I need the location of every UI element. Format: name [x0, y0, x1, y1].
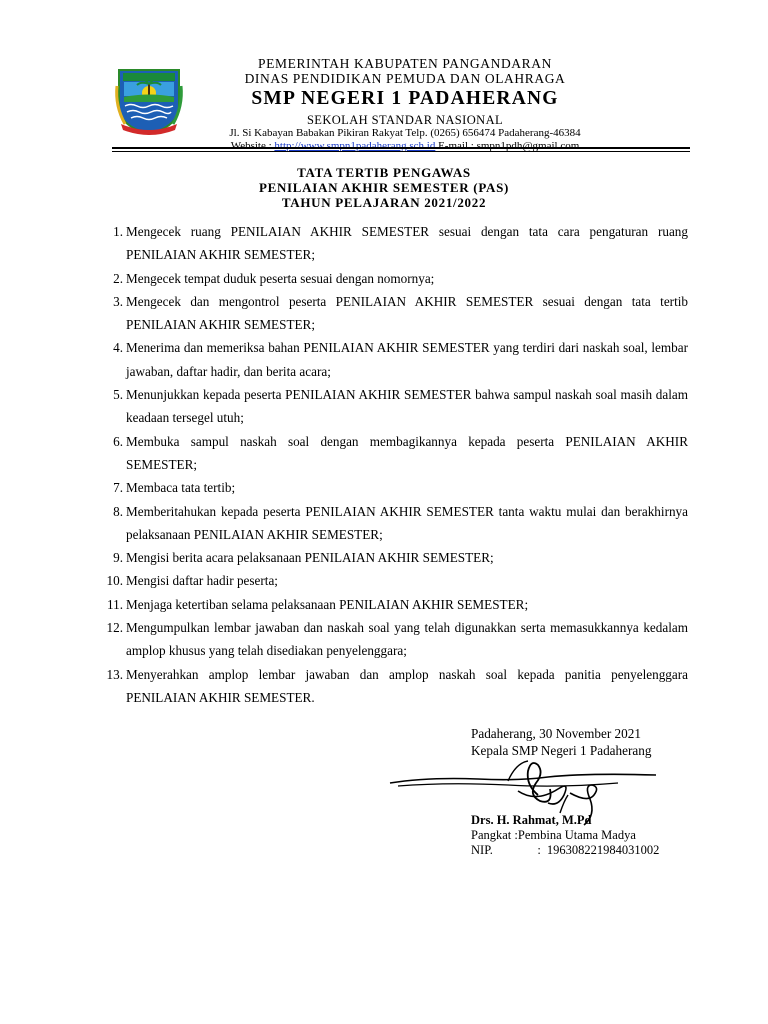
list-item — [100, 593, 688, 616]
list-item — [100, 430, 688, 477]
list-number: 4. — [113, 340, 123, 356]
rules-list — [100, 220, 688, 709]
list-text: Membuka sampul naskah soal dengan membagikannya kepada peserta PENILAIAN AKHIR SEMESTER; — [126, 433, 688, 472]
school-name: SMP NEGERI 1 PADAHERANG — [251, 88, 559, 109]
list-text: Mengecek tempat duduk peserta sesuai dengan nomornya; — [126, 270, 435, 286]
title-line-3: TAHUN PELAJARAN 2021/2022 — [281, 195, 487, 210]
signature-header — [471, 725, 651, 759]
list-item — [100, 383, 688, 430]
list-number: 10. — [106, 573, 123, 589]
nip-colon: : — [537, 843, 541, 857]
list-number: 13. — [106, 666, 123, 682]
email-label: E-mail : — [435, 140, 477, 152]
nip-label: NIP. — [471, 843, 493, 857]
list-item — [100, 290, 688, 337]
list-number: 11. — [107, 596, 123, 612]
letterhead-divider-thin — [112, 151, 690, 152]
list-item — [100, 663, 688, 710]
list-text: Membaca tata tertib; — [126, 480, 236, 496]
list-text: Mengecek ruang PENILAIAN AKHIR SEMESTER sesuai dengan tata cara pengaturan ruang PENILAIAN AKHIR SEMESTER; — [126, 224, 688, 263]
list-number: 3. — [113, 293, 123, 309]
list-number: 7. — [113, 480, 123, 496]
signer-name: Drs. H. Rahmat, M.Pd — [471, 813, 592, 827]
list-number: 2. — [113, 270, 123, 286]
list-number: 9. — [113, 550, 123, 566]
list-text: Mengisi daftar hadir peserta; — [126, 573, 278, 589]
list-text: Mengumpulkan lembar jawaban dan naskah soal yang telah digunakkan serta memasukkannya kedalam amplop khusus yang telah disediakan penyelenggara; — [126, 620, 688, 659]
list-number: 12. — [106, 620, 123, 636]
list-text: Mengisi berita acara pelaksanaan PENILAIAN AKHIR SEMESTER; — [126, 550, 494, 566]
list-number: 5. — [113, 387, 123, 403]
list-text: Menunjukkan kepada peserta PENILAIAN AKHIR SEMESTER bahwa sampul naskah soal masih dalam keadaan tersegel utuh; — [126, 387, 688, 426]
signer-nip — [471, 843, 659, 858]
list-item — [100, 220, 688, 267]
list-text: Menerima dan memeriksa bahan PENILAIAN AKHIR SEMESTER yang terdiri dari naskah soal, lembar jawaban, daftar hadir, dan berita acara; — [126, 340, 688, 379]
list-text: Menyerahkan amplop lembar jawaban dan amplop naskah soal kepada panitia penyelenggara PENILAIAN AKHIR SEMESTER. — [126, 666, 688, 705]
list-number: 1. — [113, 224, 123, 239]
website-label: Website : — [230, 140, 275, 152]
title-line-2: PENILAIAN AKHIR SEMESTER (PAS) — [258, 180, 510, 195]
list-item — [100, 569, 688, 592]
list-text: Memberitahukan kepada peserta PENILAIAN AKHIR SEMESTER tanta waktu mulai dan berakhirnya pelaksanaan PENILAIAN AKHIR SEMESTER; — [126, 503, 688, 542]
title-line-1: TATA TERTIB PENGAWAS — [297, 165, 471, 180]
list-item — [100, 500, 688, 547]
list-item — [100, 267, 688, 290]
document-title — [0, 165, 768, 210]
list-item — [100, 476, 688, 499]
government-name: PEMERINTAH KABUPATEN PANGANDARAN — [258, 56, 552, 71]
letterhead — [190, 56, 620, 153]
website-link[interactable]: http://www.smpn1padaherang.sch.id — [274, 140, 436, 152]
list-number: 8. — [113, 503, 123, 519]
letterhead-divider-thick — [112, 147, 690, 149]
list-text: Mengecek dan mengontrol peserta PENILAIAN AKHIR SEMESTER sesuai dengan tata tertib PENILAIAN AKHIR SEMESTER; — [126, 293, 688, 333]
email-address: smpn1pdh@gmail.com — [476, 140, 580, 152]
department-name: DINAS PENDIDIKAN PEMUDA DAN OLAHRAGA — [244, 71, 566, 86]
list-item — [100, 546, 688, 569]
school-address: Jl. Si Kabayan Babakan Pikiran Rakyat Telp. (0265) 656474 Padaherang-46384 — [229, 127, 581, 139]
list-item — [100, 336, 688, 383]
nip-number: 196308221984031002 — [546, 843, 660, 857]
signer-position: Kepala SMP Negeri 1 Padaherang — [471, 743, 652, 758]
school-status: SEKOLAH STANDAR NASIONAL — [306, 113, 504, 127]
list-number: 6. — [113, 433, 123, 449]
list-item — [100, 616, 688, 663]
regency-emblem-icon — [113, 66, 185, 136]
signer-rank: Pangkat :Pembina Utama Madya — [471, 828, 636, 842]
list-text: Menjaga ketertiban selama pelaksanaan PENILAIAN AKHIR SEMESTER; — [126, 596, 529, 612]
place-date: Padaherang, 30 November 2021 — [471, 726, 641, 741]
